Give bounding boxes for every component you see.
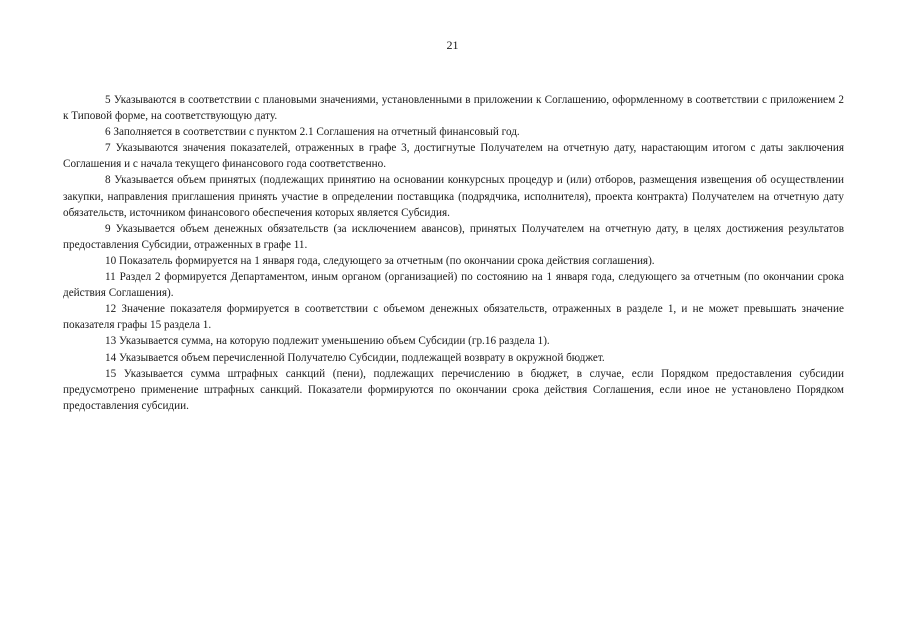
footnote-14: 14 Указывается объем перечисленной Получателю Субсидии, подлежащей возврату в окружной бюджет. (105, 351, 605, 364)
footnote-15: 15 Указывается сумма штрафных санкций (пени), подлежащих перечислению в бюджет, в случае, если Порядком предоставления субсидии предусмотрено применение штрафных санкций. Показатели формируются по окончании срока действия Соглашения, если иное не установлено Порядком предоставления субсидии. (63, 367, 844, 412)
footnote-6: 6 Заполняется в соответствии с пунктом 2.1 Соглашения на отчетный финансовый год. (105, 126, 520, 139)
footnote-9: 9 Указывается объем денежных обязательств (за исключением авансов), принятых Получателем на отчетную дату, в целях достижения результатов предоставления Субсидии, отраженных в графе 11. (63, 222, 844, 251)
footnote-12: 12 Значение показателя формируется в соответствии с объемом денежных обязательств, отраженных в разделе 1, и не может превышать значение показателя графы 15 раздела 1. (63, 303, 844, 332)
footnote-7: 7 Указываются значения показателей, отраженных в графе 3, достигнутые Получателем на отчетную дату, нарастающим итогом с даты заключения Соглашения и с начала текущего финансового года соответственно. (63, 142, 844, 171)
footnote-10: 10 Показатель формируется на 1 января года, следующего за отчетным (по окончании срока действия соглашения). (105, 254, 655, 267)
page-number: 21 (446, 38, 459, 52)
footnote-13: 13 Указывается сумма, на которую подлежит уменьшению объем Субсидии (гр.16 раздела 1). (105, 335, 550, 348)
footnote-5: 5 Указываются в соответствии с плановыми значениями, установленными в приложении к Соглашению, оформленному в соответствии с приложением 2 к Типовой форме, на соответствующую дату. (63, 94, 844, 123)
footnote-8: 8 Указывается объем принятых (подлежащих принятию на основании конкурсных процедур и (или) отборов, размещения извещения об осуществлении закупки, направления приглашения принять участие в определении поставщика (подрядчика, исполнителя), проекта контракта) Получателем на отчетную дату обязательств, источником финансового обеспечения которых является Субсидия. (63, 174, 844, 219)
footnote-11: 11 Раздел 2 формируется Департаментом, иным органом (организацией) по состоянию на 1 января года, следующего за отчетным (по окончании срока действия Соглашения). (63, 271, 844, 300)
footnotes-list (63, 92, 844, 414)
